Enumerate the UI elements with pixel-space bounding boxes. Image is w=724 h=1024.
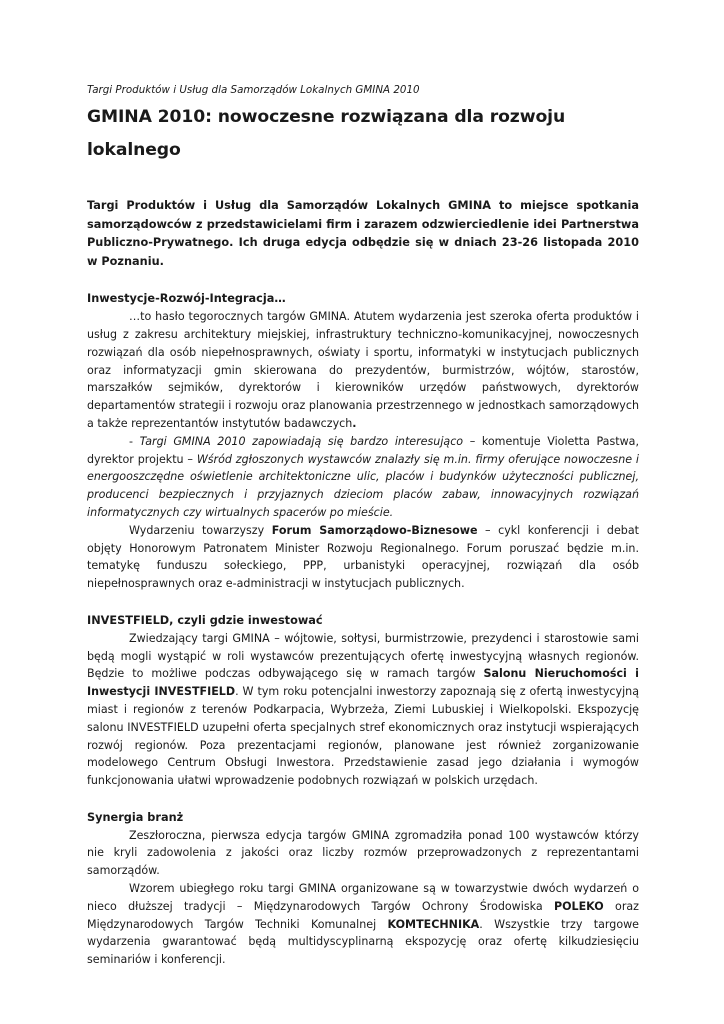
paragraph-synergia-1: Zeszłoroczna, pierwsza edycja targów GMINA zgromadziła ponad 100 wystawców którzy nie kryli zadowolenia z jakości oraz liczby rozmów przeprowadzonych z reprezentantami samorządów. — [87, 828, 639, 878]
section-heading-synergia: Synergia branż — [87, 810, 184, 824]
paragraph-text: Wydarzeniu towarzyszy — [129, 523, 272, 537]
paragraph-text: Zwiedzający targi GMINA – wójtowie, sołtysi, burmistrzowie, prezydenci i starostowie sami będą mogli wystąpić w roli wystawców prezentujących ofertę inwestycyjną własnych regionów. Będzie to możliwe podczas odbywającego się w ramach targów — [87, 631, 639, 681]
paragraph-text: Wzorem ubiegłego roku targi GMINA organizowane są w towarzystwie dwóch wydarzeń o nieco dłuższej tradycji – Międzynarodowych Targów Ochrony Środowiska — [87, 882, 639, 913]
quote-2: Wśród zgłoszonych wystawców znalazły się m.in. firmy oferujące nowoczesne i energooszczędne oświetlenie architektoniczne ulic, placów i budynków użyteczności publicznej, producenci bezpiecznych i przyjaznych dzieciom placów zabaw, innowacyjnych rozwiązań informatycznych czy wirtualnych spacerów po mieście. — [87, 452, 640, 519]
dash: - — [129, 434, 140, 448]
paragraph-investfield-1 — [87, 630, 639, 790]
document-page — [87, 83, 639, 969]
lead-paragraph: Targi Produktów i Usług dla Samorządów Lokalnych GMINA to miejsce spotkania samorządowców z przedstawicielami firm i zarazem odzwierciedlenie idei Partnerstwa Publiczno-Prywatnego. Ich druga edycja odbędzie się w dniach 23-26 listopada 2010 w Poznaniu. — [87, 199, 639, 268]
section-heading-inwestycje: Inwestycje-Rozwój-Integracja… — [87, 292, 286, 306]
document-title: GMINA 2010: nowoczesne rozwiązana dla rozwoju lokalnego — [87, 107, 566, 160]
paragraph-inwestycje-2 — [87, 433, 639, 522]
quote-attribution: – komentuje Violetta Pastwa, dyrektor projektu – — [87, 434, 640, 466]
poleko-name: POLEKO — [553, 899, 604, 913]
quote-1: Targi GMINA 2010 zapowiadają się bardzo interesująco — [139, 434, 464, 448]
paragraph-text: …to hasło tegorocznych targów GMINA. Atutem wydarzenia jest szeroka oferta produktów i usług z zakresu architektury miejskiej, infrastruktury techniczno-komunikacyjnej, nowoczesnych rozwiązań dla osób niepełnosprawnych, oświaty i sportu, informatyki w instytucjach publicznych oraz informatyzacji gmin skierowana do prezydentów, burmistrzów, wójtów, starostów, marszałków sejmików, dyrektorów i kierowników urzędów państwowych, dyrektorów departamentów strategii i rozwoju oraz planowania przestrzennego w jednostkach samorządowych a także reprezentantów instytutów badawczych — [87, 310, 639, 430]
salon-name: Salonu Nieruchomości i Inwestycji INVESTFIELD — [87, 667, 639, 699]
paragraph-synergia-2 — [87, 880, 639, 969]
paragraph-text: oraz Międzynarodowych Targów Techniki Komunalnej — [87, 899, 640, 931]
document-kicker: Targi Produktów i Usług dla Samorządów Lokalnych GMINA 2010 — [87, 84, 420, 96]
paragraph-end-mark: . — [352, 416, 357, 430]
paragraph-text: . Wszystkie trzy targowe wydarzenia gwarantować będą multidyscyplinarną ekspozycję oraz ofertę kilkudziesięciu seminariów i konferencji. — [87, 917, 640, 967]
komtechnika-name: KOMTECHNIKA — [387, 917, 480, 931]
forum-name: Forum Samorządowo-Biznesowe — [271, 523, 478, 537]
section-heading-investfield: INVESTFIELD, czyli gdzie inwestować — [87, 613, 323, 627]
paragraph-inwestycje-3 — [87, 522, 639, 593]
paragraph-text: . W tym roku potencjalni inwestorzy zapoznają się z ofertą inwestycyjną miast i regionów z terenów Podkarpacia, Wybrzeża, Ziemi Lubuskiej i Wielkopolski. Ekspozycję salonu INVESTFIELD uzupełni oferta specjalnych stref ekonomicznych oraz instytucji wspierających rozwój regionów. Poza prezentacjami regionów, planowane jest również zorganizowanie modelowego Centrum Obsługi Inwestora. Przedstawienie zasad jego działania i wymogów funkcjonowania ułatwi wprowadzenie podobnych rozwiązań w polskich urzędach. — [87, 685, 639, 788]
paragraph-text: – cykl konferencji i debat objęty Honorowym Patronatem Minister Rozwoju Regionalnego. Forum poruszać będzie m.in. tematykę funduszu sołeckiego, PPP, urbanistyki operacyjnej, rozwiązań dla osób niepełnosprawnych oraz e-administracji w instytucjach publicznych. — [87, 523, 639, 591]
paragraph-inwestycje-1 — [87, 308, 639, 433]
